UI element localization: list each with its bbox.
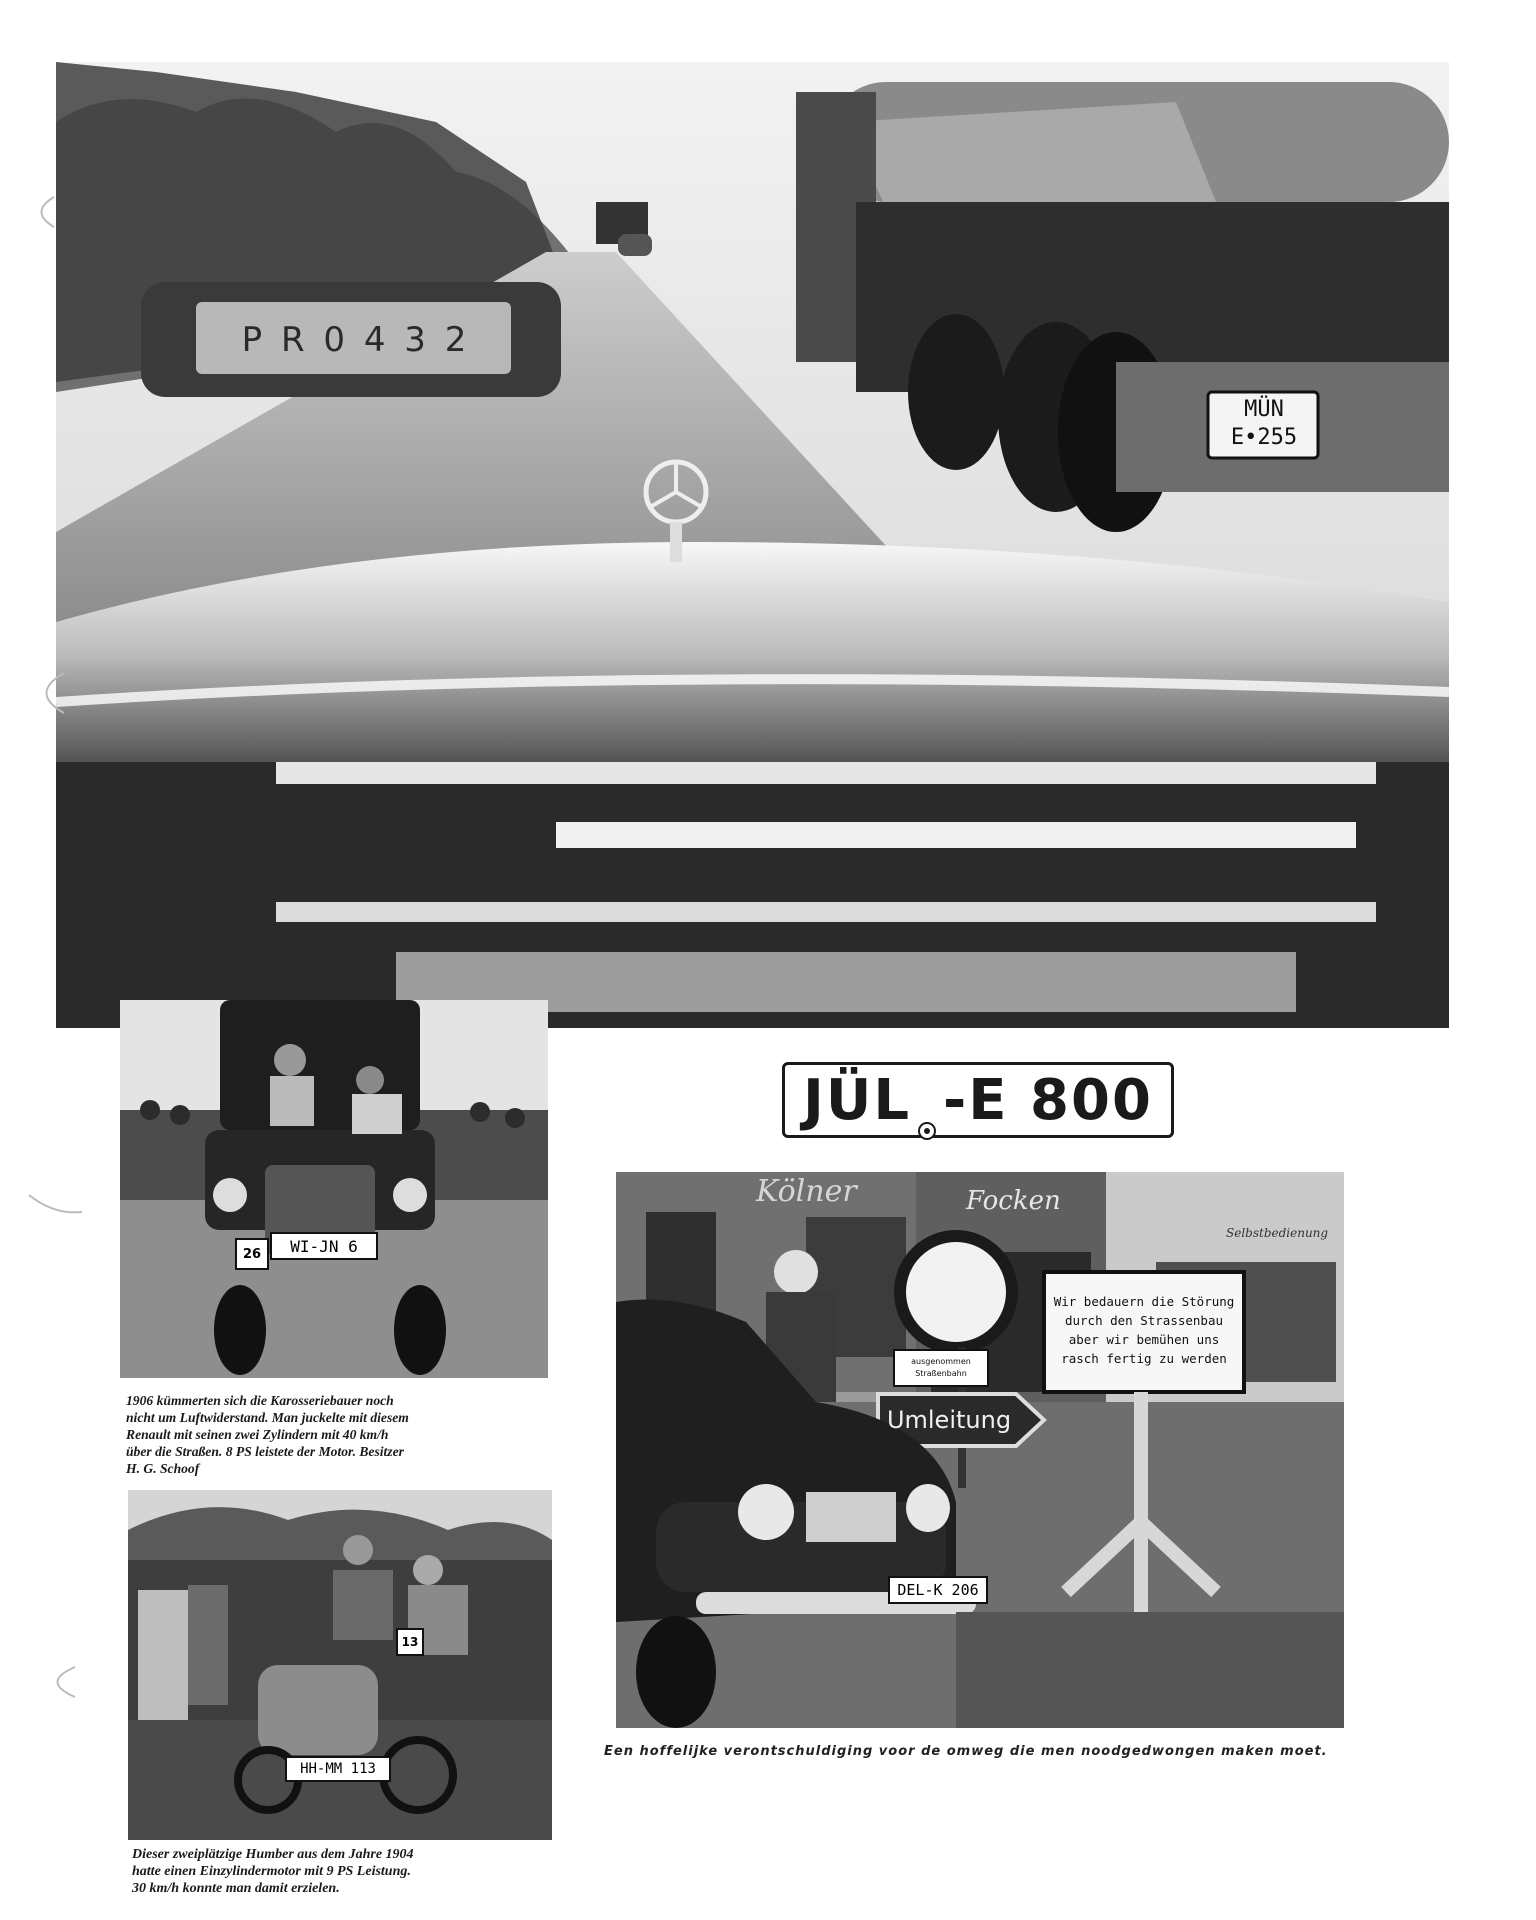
shop-sign-focken: Focken [966, 1186, 1061, 1216]
street-caption: Een hoffelijke verontschuldiging voor de omweg die men noodgedwongen maken moet. [604, 1744, 1328, 1759]
notice-sign [1048, 1276, 1240, 1388]
notice-line: Wir bedauern die Störung [1053, 1294, 1235, 1309]
jul-plate-right: -E 800 [943, 1067, 1153, 1133]
car-plate: DEL-K 206 [888, 1576, 988, 1604]
renault-photo [120, 1000, 548, 1378]
renault-plate: WI-JN 6 [270, 1232, 378, 1260]
notice-line: rasch fertig zu werden [1061, 1351, 1227, 1366]
top-road-photo [56, 62, 1449, 1028]
truck-plate-line1: MÜN [1244, 397, 1284, 422]
caption-line: hatte einen Einzylindermotor mit 9 PS Leistung. [132, 1864, 411, 1879]
punch-hole-mark [24, 1190, 84, 1220]
caption-line: 30 km/h konnte man damit erzielen. [132, 1881, 340, 1896]
notice-line: aber wir bemühen uns [1068, 1332, 1220, 1347]
renault-caption [126, 1392, 542, 1477]
dash-plate-text: P R 0 4 3 2 [241, 319, 471, 360]
humber-plate: HH-MM 113 [285, 1756, 391, 1782]
notice-line: durch den Strassenbau [1064, 1313, 1224, 1328]
punch-hole-mark [30, 1662, 80, 1702]
caption-line: 1906 kümmerten sich die Karosseriebauer noch [126, 1393, 394, 1408]
humber-photo [128, 1490, 552, 1840]
humber-caption [132, 1846, 552, 1897]
city-seal-icon [917, 1090, 937, 1110]
renault-start-number: 26 [235, 1238, 269, 1270]
caption-line: über die Straßen. 8 PS leistete der Motor. Besitzer [126, 1444, 404, 1459]
jul-licence-plate [782, 1062, 1174, 1138]
caption-line: Dieser zweiplätzige Humber aus dem Jahre 1904 [132, 1847, 414, 1862]
detour-sign: Umleitung [886, 1406, 1012, 1434]
small-sign [896, 1352, 986, 1384]
caption-line: Renault mit seinen zwei Zylindern mit 40 km/h [126, 1427, 389, 1442]
shop-sign-koelner: Kölner [756, 1174, 857, 1209]
jul-plate-left: JÜL [803, 1067, 912, 1133]
caption-line: H. G. Schoof [126, 1461, 200, 1476]
humber-start-number: 13 [396, 1628, 424, 1656]
caption-line: nicht um Luftwiderstand. Man juckelte mit diesem [126, 1410, 409, 1425]
punch-hole-mark [24, 668, 74, 718]
street-detour-photo [616, 1172, 1344, 1728]
truck-plate [1212, 396, 1316, 456]
small-sign-line1: ausgenommen [911, 1357, 971, 1366]
shop-sign-selbstbedienung: Selbstbedienung [1226, 1226, 1329, 1240]
punch-hole-mark [24, 192, 64, 232]
small-sign-line2: Straßenbahn [915, 1369, 967, 1378]
truck-plate-line2: E•255 [1230, 425, 1298, 450]
